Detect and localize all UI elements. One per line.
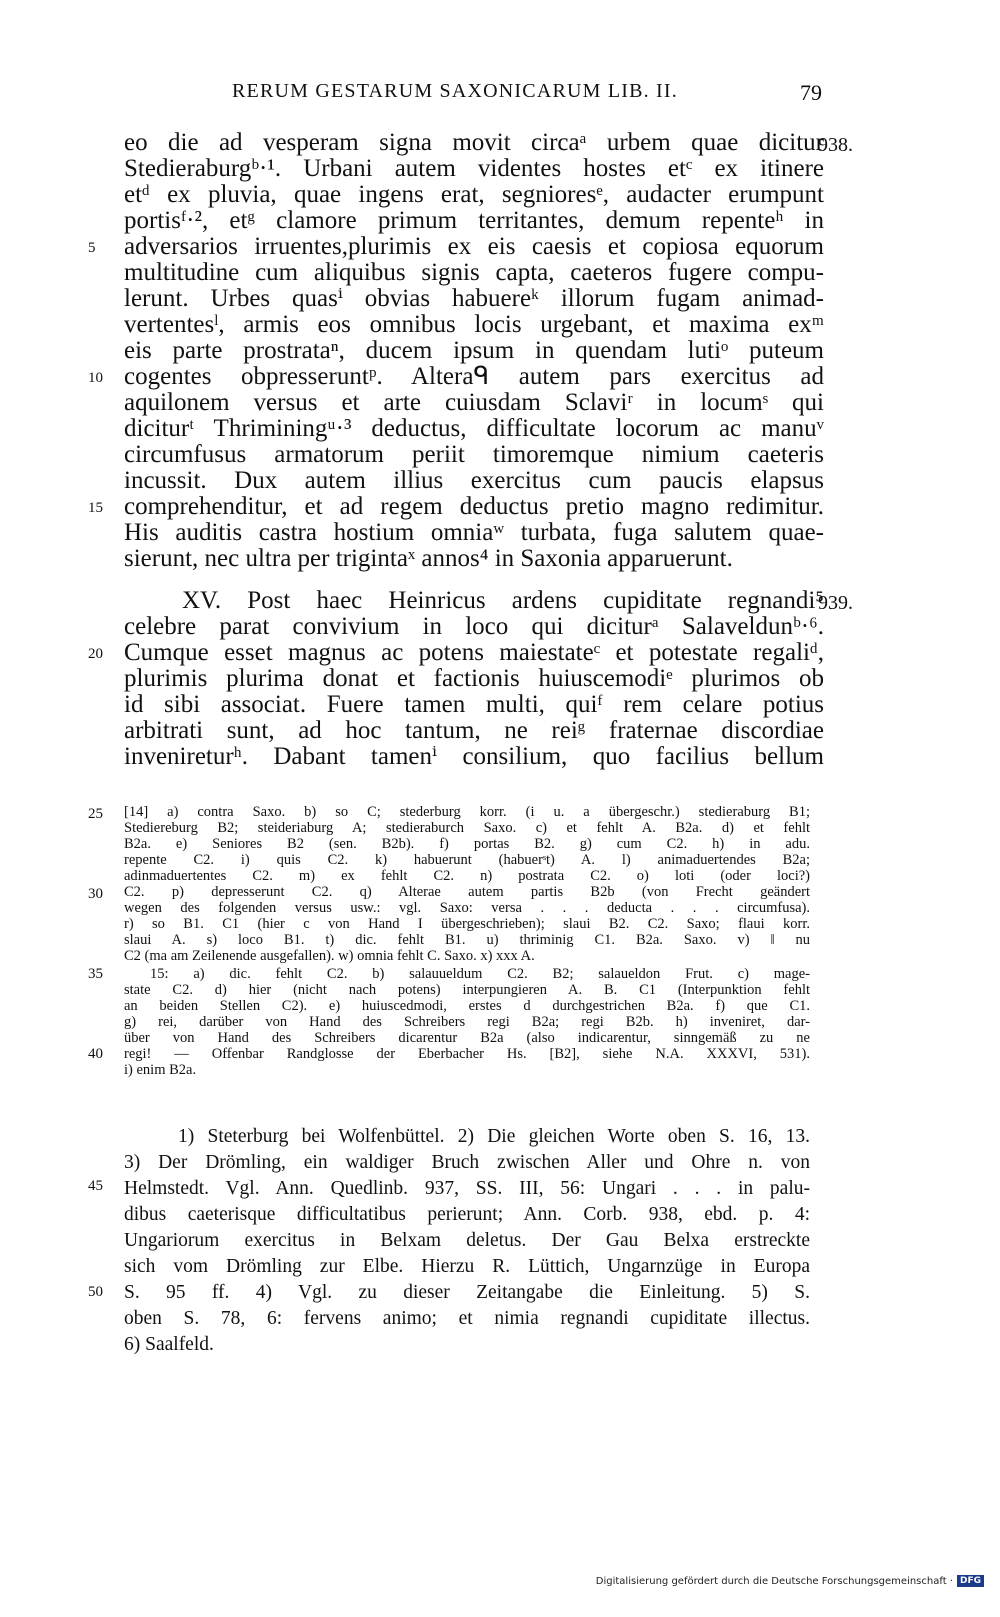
funding-credit <box>596 1575 984 1587</box>
apparatus-line: C2 (ma am Zeilenende ausgefallen). w) omnia fehlt C. Saxo. x) xxx A. <box>124 948 535 964</box>
apparatus-line: 15: a) dic. fehlt C2. b) salauueldum C2. B2; salaueldon Frut. c) mage- <box>150 966 810 982</box>
note-line: S. 95 ff. 4) Vgl. zu dieser Zeitangabe die Einleitung. 5) S. <box>124 1282 810 1303</box>
running-head: RERUM GESTARUM SAXONICARUM LIB. II. <box>232 80 678 102</box>
note-line: 3) Der Drömling, ein waldiger Bruch zwischen Aller und Ohre n. von <box>124 1152 810 1173</box>
text-line: XV. Post haec Heinricus ardens cupiditate regnandi⁵ <box>182 587 824 614</box>
apparatus-line: r) so B1. C1 (hier c von Hand I übergeschrieben); slaui B2. C2. Saxo; flaui korr. <box>124 916 810 932</box>
apparatus-line: repente C2. i) quis C2. k) habuerunt (habuerˢt) A. l) animaduertendes B2a; <box>124 852 810 868</box>
text-line: diciturᵗ Thriminingᵘ·³ deductus, difficultate locorum ac manuᵛ <box>124 415 824 442</box>
note-line: Helmstedt. Vgl. Ann. Quedlinb. 937, SS. III, 56: Ungari . . . in palu- <box>124 1178 810 1199</box>
note-line: dibus caeterisque difficultatibus perierunt; Ann. Corb. 938, ebd. p. 4: <box>124 1204 810 1225</box>
apparatus-line: state C2. d) hier (nicht nach potens) interpungieren A. B. C1 (Interpunktion fehlt <box>124 982 810 998</box>
apparatus-line: g) rei, darüber von Hand des Schreibers regi B2a; regi B2b. h) inveniret, dar- <box>124 1014 810 1030</box>
line-number: 50 <box>88 1284 103 1300</box>
text-line: incussit. Dux autem illius exercitus cum paucis elapsus <box>124 467 824 494</box>
note-line: 1) Steterburg bei Wolfenbüttel. 2) Die gleichen Worte oben S. 16, 13. <box>178 1126 810 1147</box>
note-line: 6) Saalfeld. <box>124 1334 214 1355</box>
note-line: sich vom Drömling zur Elbe. Hierzu R. Lüttich, Ungarnzüge in Europa <box>124 1256 810 1277</box>
text-line: adversarios irruentes,plurimis ex eis caesis et copiosa equorum <box>124 233 824 260</box>
text-line: cogentes obpresseruntᵖ. Alteraᑫ autem pars exercitus ad <box>124 363 824 390</box>
apparatus-line: [14] a) contra Saxo. b) so C; stederburg korr. (i u. a übergeschr.) stedieraburg B1; <box>124 804 810 820</box>
text-line: circumfusus armatorum periit timoremque nimium caeteris <box>124 441 824 468</box>
apparatus-line: B2a. e) Seniores B2 (sen. B2b). f) portas B2. g) cum C2. h) in adu. <box>124 836 810 852</box>
line-number: 10 <box>88 370 103 386</box>
apparatus-line: Stediereburg B2; steideriaburg A; stedieraburch Saxo. c) et fehlt A. B2a. d) et fehlt <box>124 820 810 836</box>
text-line: eo die ad vesperam signa movit circaᵃ urbem quae dicitur <box>124 129 824 156</box>
apparatus-line: slaui A. s) loco B1. t) dic. fehlt B1. u) thriminig C1. B2a. Saxo. v) ‖ nu <box>124 932 810 948</box>
text-line: Cumque esset magnus ac potens maiestateᶜ et potestate regaliᵈ, <box>124 639 824 666</box>
text-line: vertentesˡ, armis eos omnibus locis urgebant, et maxima exᵐ <box>124 311 824 338</box>
apparatus-line: i) enim B2a. <box>124 1062 197 1078</box>
text-line: multitudine cum aliquibus signis capta, caeteros fugere compu- <box>124 259 824 286</box>
apparatus-line: adinmaduertentes C2. m) ex fehlt C2. n) postrata C2. o) loti (oder loci?) <box>124 868 810 884</box>
note-line: Ungariorum exercitus in Belxam deletus. Der Gau Belxa erstreckte <box>124 1230 810 1251</box>
text-line: portisᶠ·², etᵍ clamore primum territantes, demum repenteʰ in <box>124 207 824 234</box>
text-line: id sibi associat. Fuere tamen multi, quiᶠ rem celare potius <box>124 691 824 718</box>
text-line: aquilonem versus et arte cuiusdam Sclaviʳ in locumˢ qui <box>124 389 824 416</box>
apparatus-line: an beiden Stellen C2). e) huiuscedmodi, erstes d durchgestrichen B2a. f) que C1. <box>124 998 810 1014</box>
margin-year: 938. <box>818 134 853 156</box>
line-number: 25 <box>88 806 103 822</box>
apparatus-line: C2. p) depresserunt C2. q) Alterae autem partis B2b (von Frecht geändert <box>124 884 810 900</box>
text-line: sierunt, nec ultra per trigintaˣ annos⁴ in Saxonia apparuerunt. <box>124 545 733 572</box>
text-line: arbitrati sunt, ad hoc tantum, ne reiᵍ fraternae discordiae <box>124 717 824 744</box>
line-number: 5 <box>88 240 96 256</box>
text-line: His auditis castra hostium omniaʷ turbata, fuga salutem quae- <box>124 519 824 546</box>
line-number: 20 <box>88 646 103 662</box>
line-number: 35 <box>88 966 103 982</box>
text-line: etᵈ ex pluvia, quae ingens erat, segnioresᵉ, audacter erumpunt <box>124 181 824 208</box>
note-line: oben S. 78, 6: fervens animo; et nimia regnandi cupiditate illectus. <box>124 1308 810 1329</box>
line-number: 40 <box>88 1046 103 1062</box>
credit-text: Digitalisierung gefördert durch die Deutsche Forschungsgemeinschaft · <box>595 1575 953 1587</box>
text-line: celebre parat convivium in loco qui diciturᵃ Salaveldunᵇ·⁶. <box>124 613 824 640</box>
text-line: Stedieraburgᵇ·¹. Urbani autem videntes hostes etᶜ ex itinere <box>124 155 824 182</box>
text-line: comprehenditur, et ad regem deductus pretio magno redimitur. <box>124 493 824 520</box>
line-number: 30 <box>88 886 103 902</box>
margin-year: 939. <box>818 592 853 614</box>
line-number: 15 <box>88 500 103 516</box>
text-line: eis parte prostrataⁿ, ducem ipsum in quendam lutiᵒ puteum <box>124 337 824 364</box>
text-line: lerunt. Urbes quasⁱ obvias habuereᵏ illorum fugam animad- <box>124 285 824 312</box>
text-line: plurimis plurima donat et factionis huiuscemodiᵉ plurimos ob <box>124 665 824 692</box>
apparatus-line: über von Hand des Schreibers dicarentur B2a (also indicarentur, sinngemäß zu ne <box>124 1030 810 1046</box>
apparatus-line: regi! — Offenbar Randglosse der Eberbacher Hs. [B2], siehe N.A. XXXVI, 531). <box>124 1046 810 1062</box>
line-number: 45 <box>88 1178 103 1194</box>
page-number: 79 <box>800 80 822 105</box>
dfg-logo-icon: DFG <box>957 1575 984 1587</box>
text-line: invenireturʰ. Dabant tamenⁱ consilium, quo facilius bellum <box>124 743 824 770</box>
apparatus-line: wegen des folgenden versus usw.: vgl. Saxo: versa . . . deducta . . . circumfusa). <box>124 900 810 916</box>
